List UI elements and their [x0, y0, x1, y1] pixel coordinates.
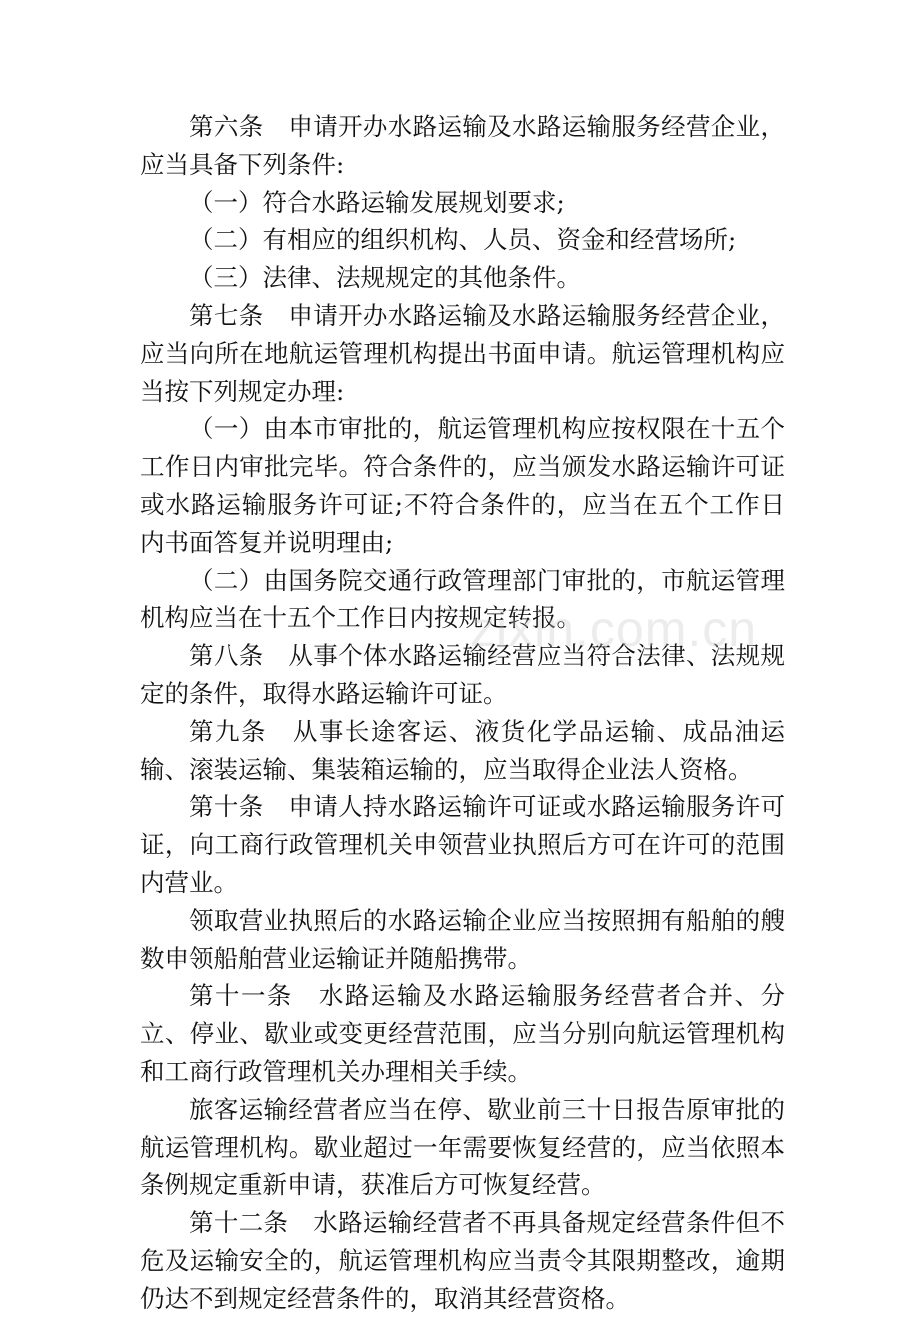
watermark: zixin.com.cn — [470, 601, 758, 657]
article-6-item-3: （三）法律、法规规定的其他条件。 — [189, 263, 581, 293]
article-6-item-1: （一）符合水路运输发展规划要求; — [189, 187, 565, 217]
article-8: 第八条 从事个体水路运输经营应当符合法律、法规规定的条件，取得水路运输许可证。 — [140, 641, 785, 708]
article-10: 第十条 申请人持水路运输许可证或水路运输服务许可证，向工商行政管理机关申领营业执照后方可在许可的范围内营业。 — [140, 792, 785, 897]
document-body — [140, 108, 785, 1318]
article-7-item-2: （二）由国务院交通行政管理部门审批的，市航运管理机构应当在十五个工作日内按规定转报。 — [140, 565, 785, 633]
article-10-para-2: 领取营业执照后的水路运输企业应当按照拥有船舶的艘数申领船舶营业运输证并随船携带。 — [140, 905, 785, 973]
article-6-item-2: （二）有相应的组织机构、人员、资金和经营场所; — [189, 225, 737, 255]
article-7-item-1: （一）由本市审批的，航运管理机构应按权限在十五个工作日内审批完毕。符合条件的，应当颁发水路运输许可证或水路运输服务许可证;不符合条件的，应当在五个工作日内书面答复并说明理由; — [140, 414, 785, 557]
article-9: 第九条 从事长途客运、液货化学品运输、成品油运输、滚装运输、集装箱运输的，应当取得企业法人资格。 — [140, 716, 785, 784]
article-7: 第七条 申请开办水路运输及水路运输服务经营企业，应当向所在地航运管理机构提出书面申请。航运管理机构应当按下列规定办理: — [140, 300, 785, 406]
article-12: 第十二条 水路运输经营者不再具备规定经营条件但不危及运输安全的，航运管理机构应当责令其限期整改，逾期仍达不到规定经营条件的，取消其经营资格。 — [140, 1208, 785, 1313]
article-6: 第六条 申请开办水路运输及水路运输服务经营企业，应当具备下列条件: — [140, 112, 785, 179]
article-11-para-2: 旅客运输经营者应当在停、歇业前三十日报告原审批的航运管理机构。歇业超过一年需要恢复经营的，应当依照本条例规定重新申请，获准后方可恢复经营。 — [140, 1094, 785, 1200]
article-11: 第十一条 水路运输及水路运输服务经营者合并、分立、停业、歇业或变更经营范围，应当分别向航运管理机构和工商行政管理机关办理相关手续。 — [140, 981, 785, 1086]
